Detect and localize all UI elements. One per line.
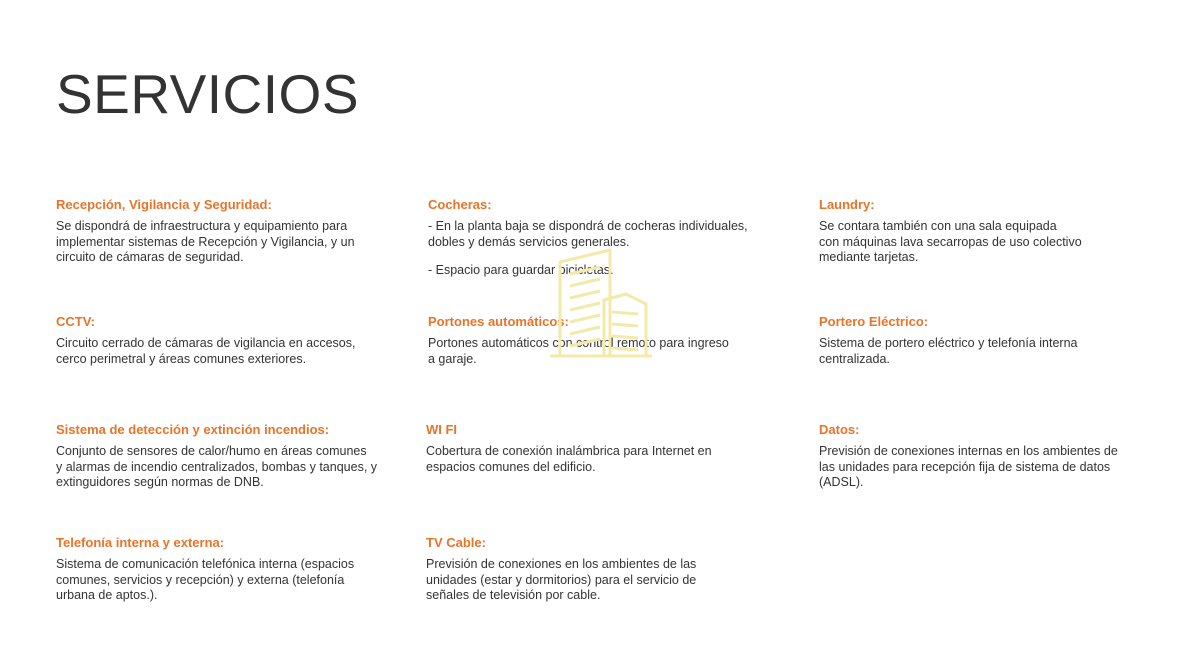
service-fire-detection xyxy=(56,422,377,491)
service-text: Conjunto de sensores de calor/humo en áreas comunes y alarmas de incendio centralizados, bombas y tanques, y extinguidores según normas de DNB. xyxy=(56,444,378,489)
buildings-watermark-icon xyxy=(548,248,653,363)
service-heading: CCTV: xyxy=(56,314,95,329)
service-heading: Telefonía interna y externa: xyxy=(56,535,225,550)
service-cctv xyxy=(56,314,355,367)
page-title: SERVICIOS xyxy=(56,63,360,125)
service-text: Se dispondrá de infraestructura y equipamiento para implementar sistemas de Recepción y Vigilancia, y un circuito de cámaras de seguridad. xyxy=(56,219,355,264)
service-laundry xyxy=(819,197,1082,266)
service-text: Sistema de comunicación telefónica interna (espacios comunes, servicios y recepción) y externa (telefonía urbana de aptos.). xyxy=(56,557,355,602)
service-tv-cable xyxy=(426,535,696,604)
service-reception-security xyxy=(56,197,355,266)
service-heading: Laundry: xyxy=(819,197,875,212)
service-heading: WI FI xyxy=(426,422,458,437)
service-text: Se contara también con una sala equipada con máquinas lava secarropas de uso colectivo mediante tarjetas. xyxy=(819,219,1082,264)
service-heading: Portones automáticos: xyxy=(428,314,569,329)
service-text: Sistema de portero eléctrico y telefonía interna centralizada. xyxy=(819,336,1078,366)
service-bullet: - En la planta baja se dispondrá de cocheras individuales, dobles y demás servicios generales. xyxy=(428,219,748,249)
service-telephony xyxy=(56,535,354,604)
service-text: Portones automáticos con control remoto para ingreso a garaje. xyxy=(428,336,729,366)
service-text: Cobertura de conexión inalámbrica para Internet en espacios comunes del edificio. xyxy=(426,444,712,474)
service-text: Previsión de conexiones en los ambientes de las unidades (estar y dormitorios) para el servicio de señales de televisión por cable. xyxy=(426,557,697,602)
service-heading: Datos: xyxy=(819,422,860,437)
service-heading: TV Cable: xyxy=(426,535,486,550)
service-heading: Sistema de detección y extinción incendios: xyxy=(56,422,330,437)
service-wifi xyxy=(426,422,712,475)
service-bullet: - Espacio para guardar bicicletas. xyxy=(428,263,614,277)
service-heading: Portero Eléctrico: xyxy=(819,314,929,329)
service-intercom xyxy=(819,314,1077,367)
service-data xyxy=(819,422,1118,491)
service-heading: Cocheras: xyxy=(428,197,492,212)
service-text: Circuito cerrado de cámaras de vigilancia en accesos, cerco perimetral y áreas comunes exteriores. xyxy=(56,336,356,366)
service-heading: Recepción, Vigilancia y Seguridad: xyxy=(56,197,272,212)
service-text: Previsión de conexiones internas en los ambientes de las unidades para recepción fija de sistema de datos (ADSL). xyxy=(819,444,1118,489)
